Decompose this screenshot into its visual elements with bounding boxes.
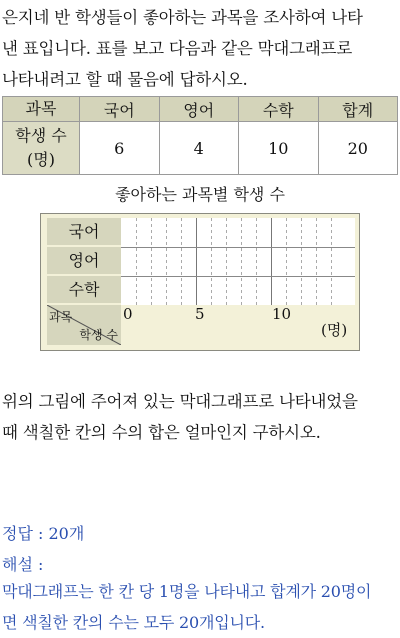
question-text [2,386,398,448]
table-row-label-line2: (명) [27,150,55,169]
explanation-text [2,576,398,638]
problem-line: 은지네 반 학생들이 좋아하는 과목을 조사하여 나타 [2,8,363,27]
table-header-cell: 수학 [239,97,319,122]
problem-line: 나타내려고 할 때 물음에 답하시오. [2,70,248,89]
data-table [2,96,398,175]
tick-label-0: 0 [123,305,133,323]
explanation-line: 막대그래프는 한 칸 당 1명을 나타내고 합계가 20명이 [2,582,372,601]
unit-label: (명) [321,321,348,339]
category-label-math: 수학 [47,276,121,303]
problem-text [2,2,398,95]
question-line: 위의 그림에 주어져 있는 막대그래프로 나타내었을 [2,392,358,411]
axis-corner [47,305,121,345]
table-cell: 10 [239,122,319,175]
table-header-cell: 국어 [80,97,160,122]
table-cell: 6 [80,122,160,175]
problem-line: 낸 표입니다. 표를 보고 다음과 같은 막대그래프로 [2,39,353,58]
table-cell: 20 [318,122,398,175]
question-line: 때 색칠한 칸의 수의 합은 얼마인지 구하시오. [2,423,321,442]
table-header-cell: 합계 [318,97,398,122]
tick-label-5: 5 [195,305,205,323]
table-cell: 4 [159,122,239,175]
axis-label-students: 학생 수 [79,328,118,342]
explanation-line: 면 색칠한 칸의 수는 모두 20개입니다. [2,613,265,632]
category-label-korean: 국어 [47,218,121,245]
table-row-label [3,122,80,175]
table-header-cell: 영어 [159,97,239,122]
explanation-label: 해설 : [2,555,44,574]
category-label-english: 영어 [47,247,121,274]
chart-grid-area [121,218,355,305]
table-row-label-line1: 학생 수 [15,126,67,145]
tick-label-10: 10 [272,305,292,323]
axis-label-subject: 과목 [49,310,73,324]
chart-title: 좋아하는 과목별 학생 수 [115,185,285,204]
table-header-subject: 과목 [3,97,80,122]
chart-grid [121,218,355,305]
answer-text: 정답 : 20개 [2,524,85,543]
